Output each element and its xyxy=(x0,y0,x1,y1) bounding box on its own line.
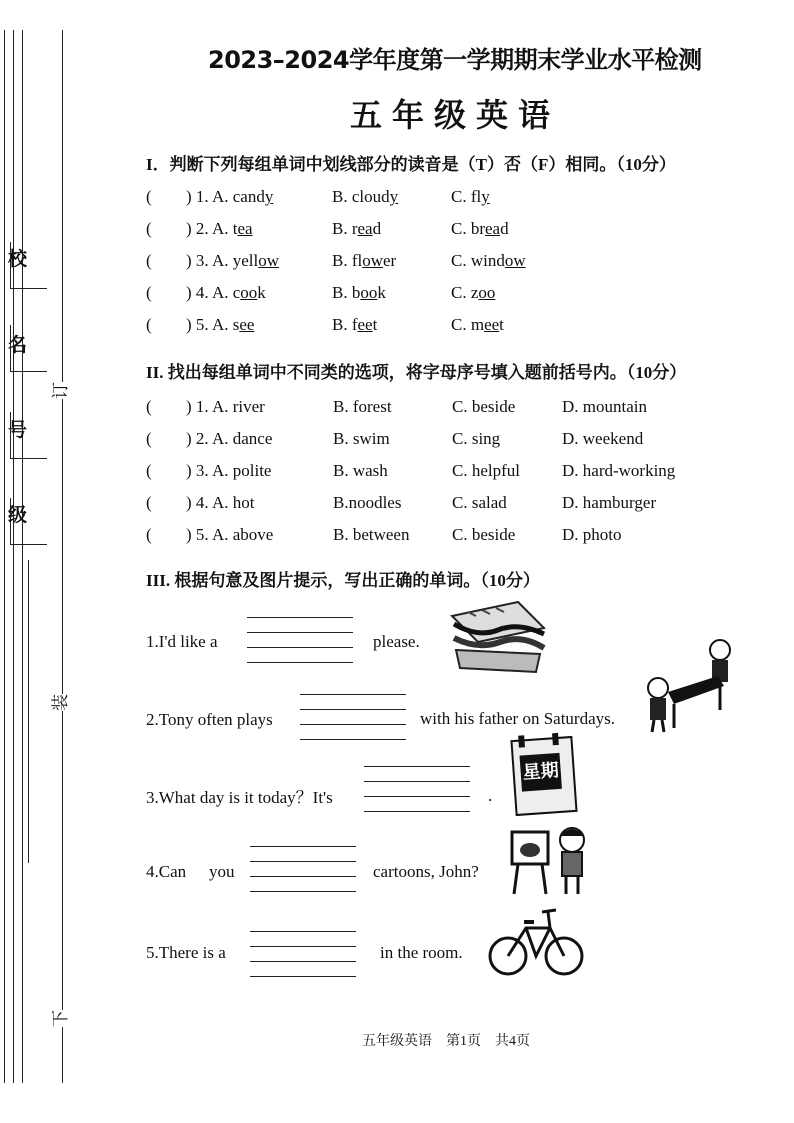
answer-line[interactable] xyxy=(250,961,356,962)
option-b: B. wash xyxy=(333,461,388,480)
option-a: ) 4. A. hot xyxy=(186,493,255,512)
word-part: C. m xyxy=(451,315,485,334)
underlined-part: ow xyxy=(362,251,384,270)
zhuang-mark: 装 xyxy=(44,694,73,711)
item-num: ) 5. A. xyxy=(186,315,233,334)
school-label: 校 xyxy=(8,249,28,270)
option-c: C. beside xyxy=(452,397,516,416)
answer-line[interactable] xyxy=(364,781,470,782)
binding-margin xyxy=(0,0,100,1123)
word-part: t xyxy=(499,315,504,334)
sandwich-image xyxy=(448,598,548,678)
cut-line xyxy=(62,30,63,1083)
word-part: B. r xyxy=(332,219,358,238)
answer-line[interactable] xyxy=(364,796,470,797)
option-d: D. hamburger xyxy=(562,493,657,512)
answer-line[interactable] xyxy=(364,811,470,812)
q5-before: 5.There is a xyxy=(146,943,226,962)
exam-title: 2023–2024学年度第一学期期末学业水平检测 xyxy=(208,46,702,74)
margin-line xyxy=(28,560,29,863)
answer-line[interactable] xyxy=(300,709,406,710)
word-part: t xyxy=(372,315,378,334)
answer-line[interactable] xyxy=(250,891,356,892)
answer-line[interactable] xyxy=(250,876,356,877)
answer-bracket[interactable]: ( xyxy=(146,283,152,302)
word-part: d xyxy=(500,219,509,238)
answer-line[interactable] xyxy=(364,766,470,767)
xia-mark: 下 xyxy=(44,1010,73,1027)
answer-bracket[interactable]: ( xyxy=(146,493,152,512)
answer-line[interactable] xyxy=(247,662,353,663)
answer-bracket[interactable]: ( xyxy=(146,525,152,544)
q3-before: 3.What day is it today？It's xyxy=(146,788,333,807)
underlined-part: y xyxy=(264,187,274,206)
word-part: c xyxy=(232,283,241,302)
word-part: yell xyxy=(232,251,259,270)
underlined-part: oo xyxy=(478,283,496,302)
margin-line xyxy=(22,30,23,1083)
option-c: C. sing xyxy=(452,429,501,448)
answer-bracket[interactable]: ( xyxy=(146,461,152,480)
page-footer: 五年级英语 第1页 共4页 xyxy=(362,1034,530,1049)
underlined-part: oo xyxy=(240,283,258,302)
q2-before: 2.Tony often plays xyxy=(146,710,273,729)
answer-line[interactable] xyxy=(250,946,356,947)
underlined-part: y xyxy=(481,187,490,206)
option-b: B. between xyxy=(333,525,410,544)
answer-line[interactable] xyxy=(247,632,353,633)
answer-bracket[interactable]: ( xyxy=(146,315,152,334)
option-a: ) 3. A. polite xyxy=(186,461,272,480)
underlined-part: ow xyxy=(258,251,280,270)
answer-bracket[interactable]: ( xyxy=(146,397,152,416)
word-part: t xyxy=(232,219,238,238)
word-part: er xyxy=(383,251,397,270)
q5-after: in the room. xyxy=(380,943,463,962)
section2-heading: II. 找出每组单词中不同类的选项，将字母序号填入题前括号内。（10分） xyxy=(146,363,687,382)
word-part: C. fl xyxy=(451,187,482,206)
option-d: D. photo xyxy=(562,525,622,544)
underlined-part: ea xyxy=(357,219,373,238)
word-part: k xyxy=(257,283,266,302)
answer-line[interactable] xyxy=(247,617,353,618)
ding-mark: 订 xyxy=(44,382,73,399)
option-b: B. swim xyxy=(333,429,390,448)
answer-line[interactable] xyxy=(300,724,406,725)
underlined-part: ee xyxy=(239,315,255,334)
option-c: C. salad xyxy=(452,493,507,512)
word-part: C. z xyxy=(451,283,479,302)
word-part: C. wind xyxy=(451,251,505,270)
class-label: 级 xyxy=(8,505,28,526)
underlined-part: oo xyxy=(360,283,378,302)
answer-bracket[interactable]: ( xyxy=(146,187,152,206)
underlined-part: ow xyxy=(504,251,526,270)
answer-bracket[interactable]: ( xyxy=(146,429,152,448)
calendar-text: 星期 xyxy=(520,753,562,792)
word-part: B. fl xyxy=(332,251,363,270)
drawing-boy-image xyxy=(510,822,590,898)
section1-heading: I．判断下列每组单词中划线部分的读音是（T）否（F）相同。（10分） xyxy=(146,155,676,174)
word-part: B. b xyxy=(332,283,361,302)
item-num: ) 4. A. xyxy=(186,283,233,302)
answer-line[interactable] xyxy=(300,739,406,740)
option-c: C. beside xyxy=(452,525,516,544)
q1-after: please. xyxy=(373,632,420,651)
item-num: ) 2. A. xyxy=(186,219,233,238)
option-d: D. hard-working xyxy=(562,461,676,480)
answer-bracket[interactable]: ( xyxy=(146,219,152,238)
number-label: 号 xyxy=(8,420,28,441)
q4-after: cartoons, John? xyxy=(373,862,479,881)
option-a: ) 5. A. above xyxy=(186,525,274,544)
option-d: D. mountain xyxy=(562,397,647,416)
q4-mid: you xyxy=(209,862,235,881)
answer-line[interactable] xyxy=(250,861,356,862)
underlined-part: ea xyxy=(237,219,253,238)
q2-after: with his father on Saturdays. xyxy=(420,709,615,728)
ping-pong-image xyxy=(640,636,740,736)
option-c: C. helpful xyxy=(452,461,520,480)
answer-line[interactable] xyxy=(250,846,356,847)
calendar-image xyxy=(510,736,577,816)
underlined-part: y xyxy=(389,187,399,206)
answer-line[interactable] xyxy=(250,976,356,977)
item-num: ) 1. A. xyxy=(186,187,233,206)
word-part: cand xyxy=(232,187,265,206)
option-b: B. forest xyxy=(333,397,392,416)
underlined-part: ee xyxy=(357,315,373,334)
section3-heading: III. 根据句意及图片提示，写出正确的单词。（10分） xyxy=(146,571,540,590)
answer-bracket[interactable]: ( xyxy=(146,251,152,270)
q1-before: 1.I'd like a xyxy=(146,632,218,651)
answer-line[interactable] xyxy=(300,694,406,695)
exam-subtitle: 五年级英语 xyxy=(350,97,561,133)
item-num: ) 3. A. xyxy=(186,251,233,270)
word-part: B. cloud xyxy=(332,187,390,206)
word-part: B. f xyxy=(332,315,358,334)
word-part: C. br xyxy=(451,219,485,238)
word-part: s xyxy=(232,315,240,334)
option-a: ) 1. A. river xyxy=(186,397,265,416)
q3-after: . xyxy=(488,786,493,805)
option-b: B.noodles xyxy=(333,493,402,512)
margin-line xyxy=(13,30,14,1083)
option-d: D. weekend xyxy=(562,429,644,448)
answer-line[interactable] xyxy=(250,931,356,932)
underlined-part: ea xyxy=(485,219,501,238)
answer-line[interactable] xyxy=(247,647,353,648)
underlined-part: ee xyxy=(484,315,500,334)
word-part: k xyxy=(377,283,386,302)
margin-line xyxy=(4,30,5,1083)
option-a: ) 2. A. dance xyxy=(186,429,273,448)
q4-before: 4.Can xyxy=(146,862,187,881)
word-part: d xyxy=(372,219,382,238)
name-label: 名 xyxy=(8,335,28,356)
bicycle-image xyxy=(488,904,584,980)
